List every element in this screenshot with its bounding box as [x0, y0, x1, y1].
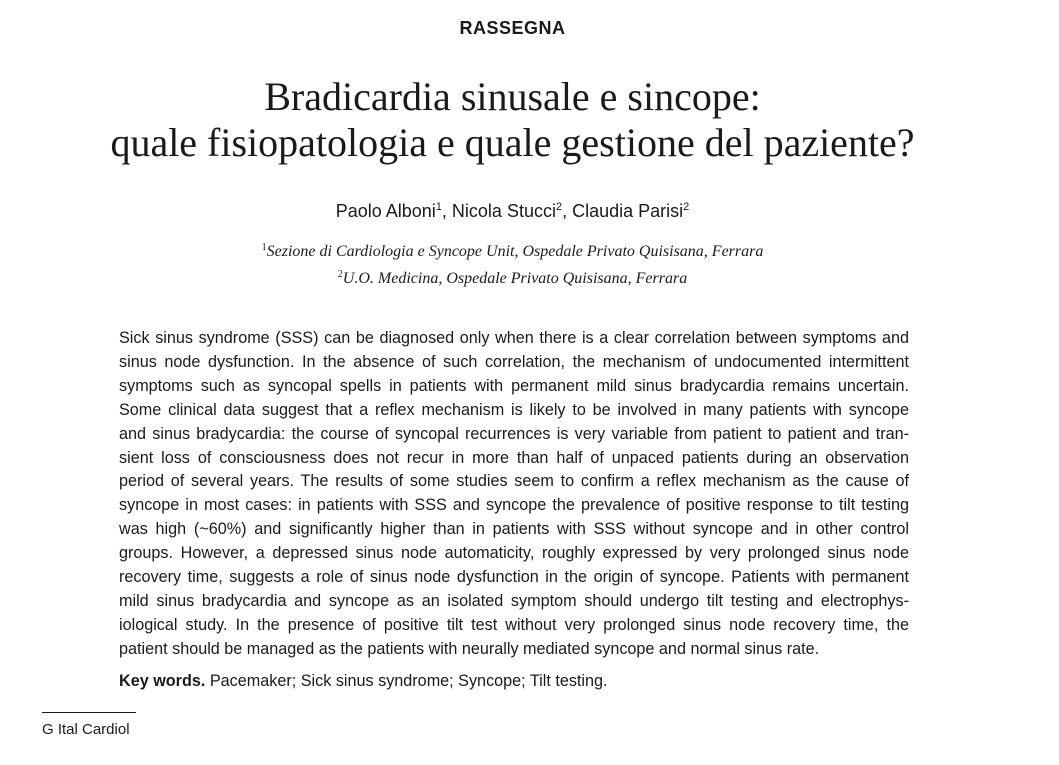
author-affil-mark: 2 [683, 201, 690, 213]
keywords-text: Pacemaker; Sick sinus syndrome; Syncope; Tilt testing. [205, 672, 608, 690]
abstract-line: patient should be managed as the patients with neurally mediated syncope and normal sinus rate. [119, 639, 820, 658]
affiliation-mark: 2 [337, 269, 343, 280]
abstract-line: groups. However, a depressed sinus node automaticity, roughly expressed by very prolonged sinus node [119, 544, 909, 563]
abstract-line: sient loss of consciousness does not recur in more than half of unpaced patients during an observation [119, 448, 909, 467]
journal-name: G Ital Cardiol [42, 721, 130, 738]
article-title [0, 74, 1025, 166]
abstract-line: mild sinus bradycardia and syncope as an isolated symptom should undergo tilt testing and electrophys- [119, 591, 909, 610]
title-line-1: Bradicardia sinusale e sincope: [264, 74, 761, 119]
affiliation-2 [0, 263, 1025, 290]
abstract-line: period of several years. The results of some studies seem to confirm a reflex mechanism as the cause of [119, 472, 909, 491]
abstract-line: and sinus bradycardia: the course of syncopal recurrences is very variable from patient to patient and tran- [119, 424, 909, 443]
abstract [119, 327, 909, 662]
abstract-line: symptoms such as syncopal spells in patients with permanent mild sinus bradycardia remains uncertain. [119, 376, 909, 395]
author-separator: , [562, 201, 573, 221]
abstract-line: iological study. In the presence of positive tilt test without very prolonged sinus node recovery time, the [119, 615, 909, 634]
abstract-line: Some clinical data suggest that a reflex mechanism is likely to be involved in many patients with syncope [119, 400, 909, 419]
abstract-line: syncope in most cases: in patients with SSS and syncope the prevalence of positive response to tilt testing [119, 496, 909, 515]
affiliation-1 [0, 236, 1025, 263]
affiliation-text: U.O. Medicina, Ospedale Privato Quisisana, Ferrara [342, 270, 688, 287]
affiliation-mark: 1 [261, 242, 267, 253]
keywords [119, 672, 608, 691]
abstract-line: sinus node dysfunction. In the absence of such correlation, the mechanism of undocumented intermittent [119, 352, 909, 371]
keywords-label: Key words. [119, 672, 206, 690]
abstract-line: recovery time, suggests a role of sinus node dysfunction in the origin of syncope. Patients with permanent [119, 568, 909, 587]
author-list [0, 201, 1025, 222]
affiliation-text: Sezione di Cardiologia e Syncope Unit, Ospedale Privato Quisisana, Ferrara [266, 243, 764, 260]
author-affil-mark: 2 [555, 201, 563, 213]
affiliations [0, 236, 1025, 290]
author-name: Nicola Stucci [451, 201, 556, 221]
author-separator: , [441, 201, 452, 221]
section-label: RASSEGNA [459, 18, 566, 38]
footer-rule [42, 712, 136, 713]
abstract-line: was high (~60%) and significantly higher than in patients with SSS without syncope and in other control [119, 520, 909, 539]
author-name: Paolo Alboni [335, 201, 436, 221]
author-affil-mark: 1 [435, 201, 442, 213]
abstract-line: Sick sinus syndrome (SSS) can be diagnosed only when there is a clear correlation between symptoms and [119, 329, 909, 347]
author-name: Claudia Parisi [572, 201, 684, 221]
title-line-2: quale fisiopatologia e quale gestione del paziente? [110, 120, 915, 165]
